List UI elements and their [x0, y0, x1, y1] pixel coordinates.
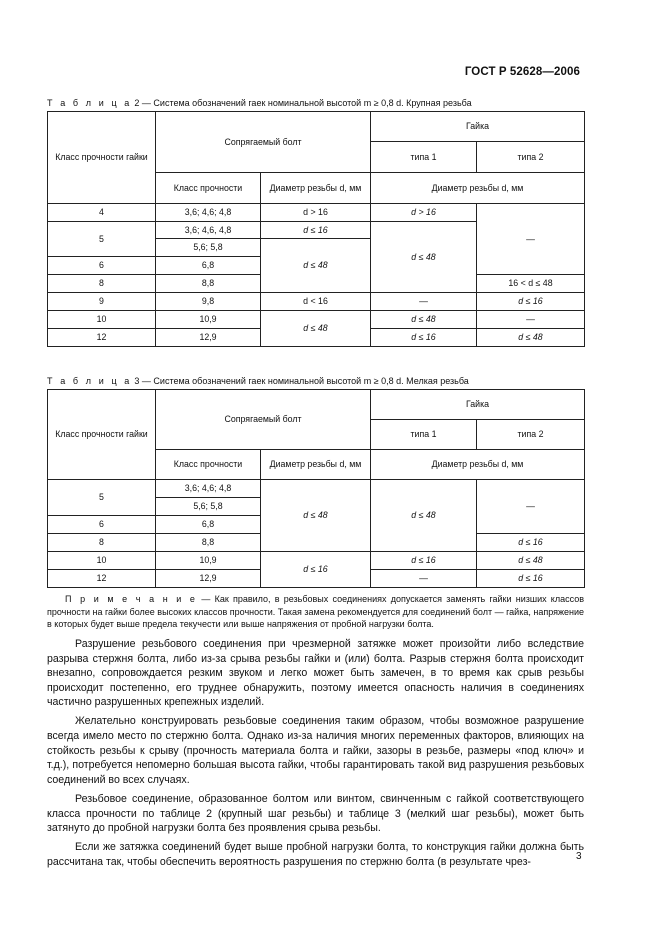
table-row	[48, 552, 585, 570]
table-cell: 6	[48, 257, 156, 275]
table-cell: —	[477, 480, 585, 534]
table2-header-bolt-class: Класс прочности	[156, 173, 261, 204]
table-row	[48, 480, 585, 498]
table-cell: 10,9	[156, 552, 261, 570]
table-cell: 3,6; 4,6; 4,8	[156, 480, 261, 498]
table-cell: 16 < d ≤ 48	[477, 275, 585, 293]
table-cell: d ≤ 48	[261, 239, 371, 293]
table2-header-type1: типа 1	[371, 142, 477, 173]
table-row	[48, 204, 585, 222]
table-cell: 3,6; 4,6; 4,8	[156, 204, 261, 222]
note-text: — Как правило, в резьбовых соединениях допускается заменять гайки низших классов прочности на гайки более высоких классов прочности. Такая замена рекомендуется для соединений болт — гайка, напряжение в которых будет выше предела текучести или выше напряжения от пробной нагрузки болта.	[47, 594, 584, 629]
table-cell: d ≤ 16	[371, 329, 477, 347]
table2-header-bolt-diameter: Диаметр резьбы d, мм	[261, 173, 371, 204]
table3-header-bolt-diameter: Диаметр резьбы d, мм	[261, 450, 371, 480]
table-cell: 10,9	[156, 311, 261, 329]
table-cell: d ≤ 48	[371, 222, 477, 293]
table-note	[47, 593, 584, 631]
table-cell: 9,8	[156, 293, 261, 311]
table-cell: d ≤ 16	[371, 552, 477, 570]
table3-header-nut-diameter: Диаметр резьбы d, мм	[371, 450, 585, 480]
paragraph: Резьбовое соединение, образованное болтом или винтом, свинченным с гайкой соответствующего класса прочности по таблице 2 (крупный шаг резьбы) и таблице 3 (мелкий шаг резьбы), может быть затянуто до пробной нагрузки болта без проявления срыва резьбы.	[47, 792, 584, 835]
note-prefix: П р и м е ч а н и е	[65, 594, 198, 604]
table-cell: d ≤ 48	[261, 311, 371, 347]
table-cell: 8,8	[156, 275, 261, 293]
table2-caption-prefix: Т а б л и ц а	[47, 98, 132, 108]
paragraph: Если же затяжка соединений будет выше пробной нагрузки болта, то конструкция гайки должна быть рассчитана так, чтобы обеспечить вероятность разрушения по стержню болта (в результате чрез-	[47, 841, 584, 868]
table-cell: d ≤ 48	[371, 480, 477, 552]
table-cell: 8,8	[156, 534, 261, 552]
document-id: ГОСТ Р 52628—2006	[464, 66, 580, 78]
table3-header-bolt: Сопрягаемый болт	[156, 390, 371, 450]
table-cell: d ≤ 48	[477, 552, 585, 570]
table-cell: —	[477, 204, 585, 275]
table-cell: —	[371, 570, 477, 588]
table-cell: 8	[48, 275, 156, 293]
table-cell: 5,6; 5,8	[156, 498, 261, 516]
table-cell: d ≤ 16	[261, 552, 371, 588]
table-cell: d > 16	[371, 204, 477, 222]
table-cell: d ≤ 16	[477, 534, 585, 552]
table-cell: 10	[48, 552, 156, 570]
table-cell: 4	[48, 204, 156, 222]
table3-header-nut: Гайка	[371, 390, 585, 420]
table-cell: d ≤ 16	[477, 570, 585, 588]
table-cell: —	[371, 293, 477, 311]
table-row	[48, 293, 585, 311]
table-cell: 6,8	[156, 257, 261, 275]
table-cell: 12,9	[156, 329, 261, 347]
paragraph: Разрушение резьбового соединения при чрезмерной затяжке может произойти либо вследствие разрыва стержня болта, либо из-за срыва резьбы гайки и (или) болта. Разрыв стержня болта происходит внезапно, сопровождается резким звуком и легко может быть замечен, в то время как срыв резьбы происходит постепенно, его труднее обнаружить, поэтому имеется опасность наличия в соединениях частично разрушенных крепежных изделий.	[47, 638, 584, 709]
table-cell: d ≤ 48	[371, 311, 477, 329]
table-cell: —	[477, 311, 585, 329]
paragraph: Желательно конструировать резьбовые соединения таким образом, чтобы возможное разрушение всегда имело место по стержню болта. Однако из-за наличия многих переменных факторов, влияющих на стойкость резьбы к срыву (прочность материала болта и гайки, зазоры в резьбе, размеры «под ключ» и т.д.), потребуется непомерно большая высота гайки, чтобы гарантировать такой вид разрушения резьбовых соединений во всех случаях.	[47, 715, 584, 786]
table3	[47, 389, 585, 588]
page-number: 3	[576, 851, 582, 862]
table-cell: 3,6; 4,6, 4,8	[156, 222, 261, 239]
table3-caption-prefix: Т а б л и ц а	[47, 376, 132, 386]
table-cell: d ≤ 16	[261, 222, 371, 239]
table-cell: 5,6; 5,8	[156, 239, 261, 257]
table3-header-bolt-class: Класс прочности	[156, 450, 261, 480]
table3-caption	[47, 376, 469, 386]
table-cell: 5	[48, 480, 156, 516]
table2-header-bolt: Сопрягаемый болт	[156, 112, 371, 173]
table-cell: d ≤ 48	[477, 329, 585, 347]
table3-header-type1: типа 1	[371, 420, 477, 450]
table-row	[48, 311, 585, 329]
body-text	[47, 637, 584, 874]
table-cell: 12	[48, 329, 156, 347]
table-cell: d ≤ 16	[477, 293, 585, 311]
table2-caption-text: 2 — Система обозначений гаек номинальной высотой m ≥ 0,8 d. Крупная резьба	[131, 98, 472, 108]
table-cell: 6,8	[156, 516, 261, 534]
table-cell: 8	[48, 534, 156, 552]
table-cell: d > 16	[261, 204, 371, 222]
table3-header-nut-class: Класс прочности гайки	[48, 390, 156, 480]
table3-caption-text: 3 — Система обозначений гаек номинальной высотой m ≥ 0,8 d. Мелкая резьба	[131, 376, 469, 386]
table-cell: d < 16	[261, 293, 371, 311]
table3-header-type2: типа 2	[477, 420, 585, 450]
table2-header-nut: Гайка	[371, 112, 585, 142]
table-cell: 5	[48, 222, 156, 257]
table2-header-nut-diameter: Диаметр резьбы d, мм	[371, 173, 585, 204]
table-cell: 6	[48, 516, 156, 534]
table2-header-type2: типа 2	[477, 142, 585, 173]
table-cell: 12,9	[156, 570, 261, 588]
table2-caption	[47, 98, 472, 108]
table2	[47, 111, 585, 347]
table-cell: 10	[48, 311, 156, 329]
table-cell: 9	[48, 293, 156, 311]
table2-header-nut-class: Класс прочности гайки	[48, 112, 156, 204]
table-cell: d ≤ 48	[261, 480, 371, 552]
table-cell: 12	[48, 570, 156, 588]
